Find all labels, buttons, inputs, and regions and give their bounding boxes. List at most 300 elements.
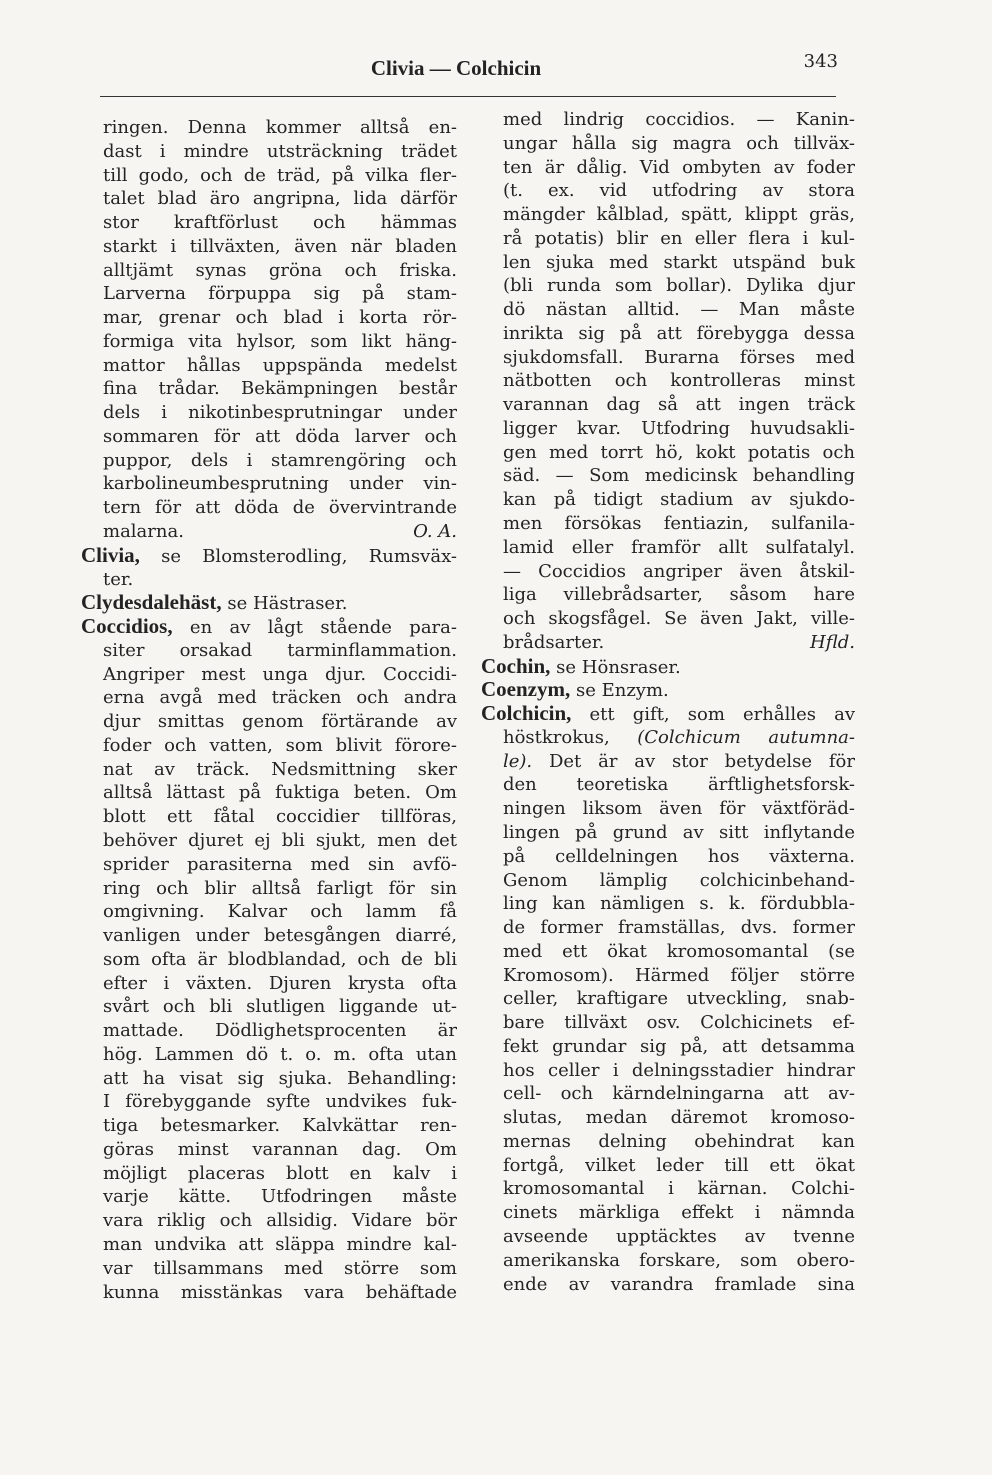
- text-line: [81, 1067, 457, 1091]
- text-line: [481, 821, 855, 845]
- text-segment: se Blomsterodling, Rumsväx-: [161, 545, 457, 567]
- text-segment: mängder kålblad, spätt, klippt gräs,: [503, 204, 855, 226]
- text-line: [481, 251, 855, 275]
- line-text: [103, 948, 457, 972]
- text-line: [481, 274, 855, 298]
- line-text: [503, 845, 855, 869]
- text-line: [481, 132, 855, 156]
- text-segment: se Hönsraser.: [556, 656, 681, 678]
- line-text: [503, 512, 855, 536]
- text-segment: ling kan nämligen s. k. fördubbla-: [503, 893, 855, 915]
- line-text: [503, 488, 855, 512]
- text-line: [481, 607, 855, 631]
- line-text: [503, 441, 855, 465]
- text-line: [81, 829, 457, 853]
- line-text: [81, 591, 347, 616]
- text-segment: att ha visat sig sjuka. Behandling:: [103, 1067, 457, 1089]
- text-line: [481, 298, 855, 322]
- line-text: [503, 750, 855, 774]
- text-segment: slutas, medan däremot kromoso-: [503, 1107, 855, 1129]
- line-text: [103, 995, 457, 1019]
- text-line: [481, 156, 855, 180]
- text-line: [481, 393, 855, 417]
- text-line: [481, 964, 855, 988]
- text-segment: hög. Lammen dö t. o. m. ofta utan: [103, 1043, 457, 1065]
- text-segment: mattor hållas uppspända medelst: [103, 354, 457, 376]
- line-text: [503, 797, 855, 821]
- text-line: [481, 108, 855, 132]
- left-column: [81, 116, 457, 1304]
- text-line: [81, 449, 457, 473]
- text-segment: brådsarter.: [503, 631, 605, 653]
- line-text: [503, 964, 855, 988]
- text-segment: cell- och kärndelningarna att av-: [503, 1083, 855, 1105]
- line-text: [103, 354, 457, 378]
- text-segment: dast i mindre utsträckning trädet: [103, 140, 457, 162]
- text-line: [481, 369, 855, 393]
- text-segment: säd. — Som medicinsk behandling: [503, 465, 855, 487]
- text-segment: siter orsakad tarminflammation.: [103, 639, 457, 661]
- text-line: [81, 330, 457, 354]
- text-segment: ligger kvar. Utfodring huvudsakli-: [503, 417, 855, 439]
- text-segment: kan på tidigt stadium av sjukdo-: [503, 489, 855, 511]
- text-line: [481, 773, 855, 797]
- text-segment: omgivning. Kalvar och lamm få: [103, 901, 457, 923]
- line-text: [503, 916, 855, 940]
- text-line: [481, 916, 855, 940]
- line-text: [103, 1233, 457, 1257]
- line-text: [103, 472, 457, 496]
- text-segment: puppor, dels i stamrengöring och: [103, 449, 457, 471]
- line-text: [503, 369, 855, 393]
- text-line: [81, 568, 457, 592]
- line-text: [103, 187, 457, 211]
- text-line: [81, 164, 457, 188]
- line-text: [103, 425, 457, 449]
- text-segment: man undvika att släppa mindre kal-: [103, 1233, 457, 1255]
- text-segment: göras minst varannan dag. Om: [103, 1138, 457, 1160]
- text-segment: var tillsammans med större som: [103, 1257, 457, 1279]
- text-segment: ring och blir alltså farligt för sin: [103, 877, 457, 899]
- text-line: [81, 306, 457, 330]
- text-line: [481, 1011, 855, 1035]
- line-text: [103, 877, 457, 901]
- text-segment: mar, grenar och blad i korta rör-: [103, 307, 457, 329]
- text-line: [81, 948, 457, 972]
- line-text: [503, 987, 855, 1011]
- text-segment: alltjämt synas gröna och friska.: [103, 259, 457, 281]
- text-line: [81, 877, 457, 901]
- line-text: [103, 1209, 457, 1233]
- text-segment: ten är dålig. Vid ombyten av foder: [503, 156, 855, 178]
- line-text: [503, 1035, 855, 1059]
- text-line: [481, 179, 855, 203]
- text-segment: cinets märkliga effekt i nämnda: [503, 1202, 855, 1224]
- line-text: [503, 869, 855, 893]
- text-segment: Angriper mest unga djur. Coccidi-: [103, 663, 457, 685]
- line-text: [503, 1059, 855, 1083]
- line-text: [503, 773, 855, 797]
- text-segment: dö nästan alltid. — Man måste: [503, 299, 855, 321]
- entry-headword: Clydesdalehäst,: [81, 590, 222, 615]
- line-text: [503, 274, 855, 298]
- text-line: [81, 1090, 457, 1114]
- line-text: [103, 1019, 457, 1043]
- text-segment: malarna.: [103, 521, 184, 543]
- line-text: [503, 1082, 855, 1106]
- text-line: [481, 702, 855, 726]
- text-segment: tern för att döda de övervintrande: [103, 497, 457, 519]
- text-line: [481, 464, 855, 488]
- running-title: Clivia — Colchicin: [370, 56, 542, 80]
- line-text: [503, 1177, 855, 1201]
- line-text: [103, 1162, 457, 1186]
- text-line: [481, 417, 855, 441]
- text-line: [81, 235, 457, 259]
- line-text: [503, 251, 855, 275]
- text-line: [81, 544, 457, 568]
- text-line: [81, 401, 457, 425]
- line-text: [503, 179, 855, 203]
- italic-text: le).: [503, 750, 533, 772]
- text-segment: den teoretiska ärftlighetsforsk-: [503, 774, 855, 796]
- line-text: [103, 781, 457, 805]
- text-line: [481, 750, 855, 774]
- text-line: [81, 1138, 457, 1162]
- text-segment: foder och vatten, som blivit förore-: [103, 734, 457, 756]
- text-line: [81, 211, 457, 235]
- line-text: [103, 639, 457, 663]
- text-segment: varje kätte. Utfodringen måste: [103, 1186, 457, 1208]
- text-segment: en av lågt stående para-: [189, 617, 457, 639]
- text-line: [481, 441, 855, 465]
- text-segment: celler, kraftigare utveckling, snab-: [503, 988, 855, 1010]
- line-text: [103, 449, 457, 473]
- text-line: [81, 995, 457, 1019]
- line-text: [481, 702, 855, 727]
- text-segment: avseende upptäcktes av tvenne: [503, 1225, 855, 1247]
- line-text: [103, 1067, 457, 1091]
- text-line: [81, 900, 457, 924]
- text-segment: ungar hålla sig magra och tillväx-: [503, 132, 855, 154]
- italic-text: (Colchicum autumna-: [637, 726, 855, 748]
- line-text: [81, 615, 457, 640]
- text-segment: fina trådar. Bekämpningen består: [103, 378, 457, 400]
- line-text: [503, 1154, 855, 1178]
- text-line: [481, 1273, 855, 1297]
- line-text: [103, 663, 457, 687]
- text-segment: behöver djuret ej bli sjukt, men det: [103, 829, 457, 851]
- text-segment: bare tillväxt osv. Colchicinets ef-: [503, 1012, 855, 1034]
- line-text: [503, 464, 855, 488]
- line-text: [103, 900, 457, 924]
- text-line: [81, 259, 457, 283]
- text-line: [81, 1257, 457, 1281]
- text-segment: ende av varandra framlade sina: [503, 1273, 855, 1295]
- text-segment: Genom lämplig colchicinbehand-: [503, 869, 855, 891]
- text-line: [481, 1059, 855, 1083]
- line-text: [103, 211, 457, 235]
- text-line: [81, 663, 457, 687]
- text-line: [481, 346, 855, 370]
- text-segment: ter.: [103, 568, 134, 590]
- text-segment: möjligt placeras blott en kalv i: [103, 1162, 457, 1184]
- text-line: [481, 845, 855, 869]
- text-segment: de former framställas, dvs. former: [503, 917, 855, 939]
- text-segment: som ofta är blodblandad, och de bli: [103, 948, 457, 970]
- entry-headword: Coccidios,: [81, 614, 173, 639]
- line-text: [503, 417, 855, 441]
- line-text: [503, 1011, 855, 1035]
- line-text: [103, 568, 133, 592]
- text-segment: (t. ex. vid utfodring av stora: [503, 180, 855, 202]
- line-text: [103, 710, 457, 734]
- text-line: [81, 1185, 457, 1209]
- text-segment: — Coccidios angriper även åtskil-: [503, 560, 855, 582]
- text-segment: starkt i tillväxten, även när bladen: [103, 235, 457, 257]
- line-text: [103, 1090, 457, 1114]
- entry-headword: Colchicin,: [481, 701, 572, 726]
- line-text: [103, 520, 184, 544]
- text-segment: karbolineumbesprutning under vin-: [103, 473, 457, 495]
- line-text: [103, 235, 457, 259]
- text-segment: höstkrokus,: [503, 726, 638, 748]
- entry-headword: Clivia,: [81, 542, 140, 567]
- line-text: [503, 322, 855, 346]
- line-text: [503, 203, 855, 227]
- line-text: [503, 821, 855, 845]
- text-line: [481, 1177, 855, 1201]
- text-line: [481, 560, 855, 584]
- line-text: [503, 1249, 855, 1273]
- line-text: [103, 401, 457, 425]
- text-line: [481, 1249, 855, 1273]
- text-line: [81, 591, 457, 615]
- text-line: [481, 322, 855, 346]
- line-text: [103, 282, 457, 306]
- line-text: [103, 377, 457, 401]
- text-line: [481, 892, 855, 916]
- line-text: [481, 655, 681, 680]
- text-segment: Larverna förpuppa sig på stam-: [103, 283, 457, 305]
- text-segment: med lindrig coccidios. — Kanin-: [503, 109, 855, 130]
- line-text: [103, 330, 457, 354]
- text-segment: alltså lättast på fuktiga beten. Om: [103, 782, 457, 804]
- text-line: [81, 639, 457, 663]
- text-segment: och skogsfågel. Se även Jakt, ville-: [503, 608, 855, 630]
- text-segment: mernas delning obehindrat kan: [503, 1130, 855, 1152]
- text-line: [81, 615, 457, 639]
- text-line: [81, 972, 457, 996]
- line-text: [103, 1257, 457, 1281]
- page-number: 343: [803, 51, 838, 72]
- text-line: [481, 940, 855, 964]
- text-line: [481, 987, 855, 1011]
- text-segment: djur smittas genom förtärande av: [103, 711, 457, 733]
- line-text: [103, 1114, 457, 1138]
- text-segment: tiga betesmarker. Kalvkättar ren-: [103, 1115, 457, 1137]
- text-line: [481, 227, 855, 251]
- line-text: [503, 1201, 855, 1225]
- text-line: [81, 734, 457, 758]
- text-segment: formiga vita hylsor, som likt häng-: [103, 330, 457, 352]
- text-line: [481, 797, 855, 821]
- text-line: [81, 187, 457, 211]
- line-text: [81, 544, 457, 569]
- line-text: [503, 132, 855, 156]
- text-segment: på celldelningen hos växterna.: [503, 845, 855, 867]
- text-line: [481, 583, 855, 607]
- text-segment: talet blad äro angripna, lida därför: [103, 188, 457, 210]
- line-text: [103, 829, 457, 853]
- right-column: [481, 108, 855, 1296]
- text-segment: gen med torrt hö, kokt potatis och: [503, 441, 855, 463]
- text-segment: inrikta sig på att förebygga dessa: [503, 322, 855, 344]
- line-text: [103, 1281, 457, 1305]
- text-line: [81, 924, 457, 948]
- text-line: [481, 678, 855, 702]
- text-line: [81, 758, 457, 782]
- text-segment: med ett ökat kromosomantal (se: [503, 940, 855, 962]
- line-text: [103, 1185, 457, 1209]
- text-line: [481, 1225, 855, 1249]
- text-segment: efter i växten. Djuren krysta ofta: [103, 972, 457, 994]
- line-text: [103, 496, 457, 520]
- text-segment: nätbotten och kontrolleras minst: [503, 370, 855, 392]
- text-line: [481, 512, 855, 536]
- text-line: [81, 853, 457, 877]
- text-segment: lingen på grund av sitt inflytande: [503, 821, 855, 843]
- text-segment: len sjuka med starkt utspänd buk: [503, 251, 855, 273]
- line-text: [103, 259, 457, 283]
- text-line: [481, 726, 855, 750]
- text-segment: varannan dag så att ingen träck: [503, 394, 855, 416]
- text-line: [481, 536, 855, 560]
- text-line: [81, 710, 457, 734]
- text-line: [81, 1209, 457, 1233]
- text-line: [81, 377, 457, 401]
- line-text: [503, 536, 855, 560]
- line-text: [503, 227, 855, 251]
- text-segment: se Enzym.: [575, 680, 669, 702]
- text-line: [481, 655, 855, 679]
- text-segment: ringen. Denna kommer alltså en-: [103, 117, 457, 138]
- text-segment: se Hästraser.: [227, 593, 348, 615]
- text-line: [81, 520, 457, 544]
- text-line: [81, 1233, 457, 1257]
- line-text: [103, 924, 457, 948]
- text-segment: hos celler i delningsstadier hindrar: [503, 1059, 855, 1081]
- text-segment: vanligen under betesgången diarré,: [103, 925, 457, 947]
- text-segment: kromosomantal i kärnan. Colchi-: [503, 1178, 855, 1200]
- text-line: [81, 1043, 457, 1067]
- line-text: [503, 108, 855, 132]
- line-text: [503, 1225, 855, 1249]
- entry-headword: Cochin,: [481, 653, 551, 678]
- entry-headword: Coenzym,: [481, 677, 571, 702]
- line-text: [503, 1106, 855, 1130]
- text-line: [81, 1281, 457, 1305]
- text-line: [81, 425, 457, 449]
- text-segment: ningen liksom även för växtföräd-: [503, 798, 855, 820]
- text-segment: ett gift, som erhålles av: [589, 704, 855, 726]
- text-line: [81, 472, 457, 496]
- text-line: [481, 631, 855, 655]
- text-segment: till godo, och de träd, på vilka fler-: [103, 164, 457, 186]
- text-segment: erna avgå med träcken och andra: [103, 687, 457, 709]
- text-segment: fortgå, vilket leder till ett ökat: [503, 1154, 855, 1176]
- text-segment: amerikanska forskare, som obero-: [503, 1249, 855, 1271]
- text-segment: men försökas fentiazin, sulfanila-: [503, 513, 855, 535]
- line-text: [103, 1138, 457, 1162]
- text-line: [81, 116, 457, 140]
- line-text: [503, 346, 855, 370]
- text-line: [481, 1082, 855, 1106]
- line-text: [103, 306, 457, 330]
- text-line: [81, 805, 457, 829]
- line-text: [103, 164, 457, 188]
- text-segment: stor kraftförlust och hämmas: [103, 212, 457, 234]
- text-segment: rå potatis) blir en eller flera i kul-: [503, 227, 855, 249]
- text-line: [81, 282, 457, 306]
- line-text: [103, 853, 457, 877]
- text-line: [81, 781, 457, 805]
- text-segment: fekt grundar sig på, att detsamma: [503, 1035, 855, 1057]
- text-segment: sjukdomsfall. Burarna förses med: [503, 346, 855, 368]
- text-line: [481, 488, 855, 512]
- text-line: [481, 1201, 855, 1225]
- line-text: [503, 156, 855, 180]
- line-text: [103, 1043, 457, 1067]
- text-segment: dels i nikotinbesprutningar under: [103, 402, 457, 424]
- line-text: [503, 631, 604, 655]
- line-text: [503, 940, 855, 964]
- text-segment: sprider parasiterna med sin avfö-: [103, 853, 457, 875]
- text-segment: I förebyggande syfte undvikes fuk-: [103, 1091, 457, 1113]
- text-line: [481, 203, 855, 227]
- line-text: [503, 298, 855, 322]
- line-text: [503, 1130, 855, 1154]
- line-text: [503, 892, 855, 916]
- text-line: [81, 496, 457, 520]
- header-rule: [100, 96, 836, 97]
- text-segment: liga villebrådsarter, såsom hare: [503, 584, 855, 606]
- text-line: [81, 686, 457, 710]
- line-text: [481, 678, 669, 703]
- text-segment: nat av träck. Nedsmittning sker: [103, 758, 457, 780]
- text-segment: Det är av stor betydelse för: [532, 750, 855, 772]
- text-line: [481, 1106, 855, 1130]
- text-line: [81, 354, 457, 378]
- line-text: [503, 560, 855, 584]
- text-line: [81, 140, 457, 164]
- line-text: [503, 583, 855, 607]
- line-text: [103, 140, 457, 164]
- text-line: [81, 1162, 457, 1186]
- text-line: [481, 869, 855, 893]
- text-segment: blott ett fåtal coccidier tillföras,: [103, 806, 457, 828]
- text-segment: (bli runda som bollar). Dylika djur: [503, 275, 855, 297]
- text-segment: Kromosom). Härmed följer större: [503, 964, 855, 986]
- line-text: [103, 686, 457, 710]
- text-line: [81, 1019, 457, 1043]
- text-segment: lamid eller framför allt sulfatalyl.: [503, 536, 855, 558]
- author-signature: O. A.: [413, 521, 457, 543]
- line-text: [503, 393, 855, 417]
- line-text: [503, 726, 855, 750]
- text-segment: sommaren för att döda larver och: [103, 425, 457, 447]
- text-segment: kunna misstänkas vara behäftade: [103, 1281, 457, 1303]
